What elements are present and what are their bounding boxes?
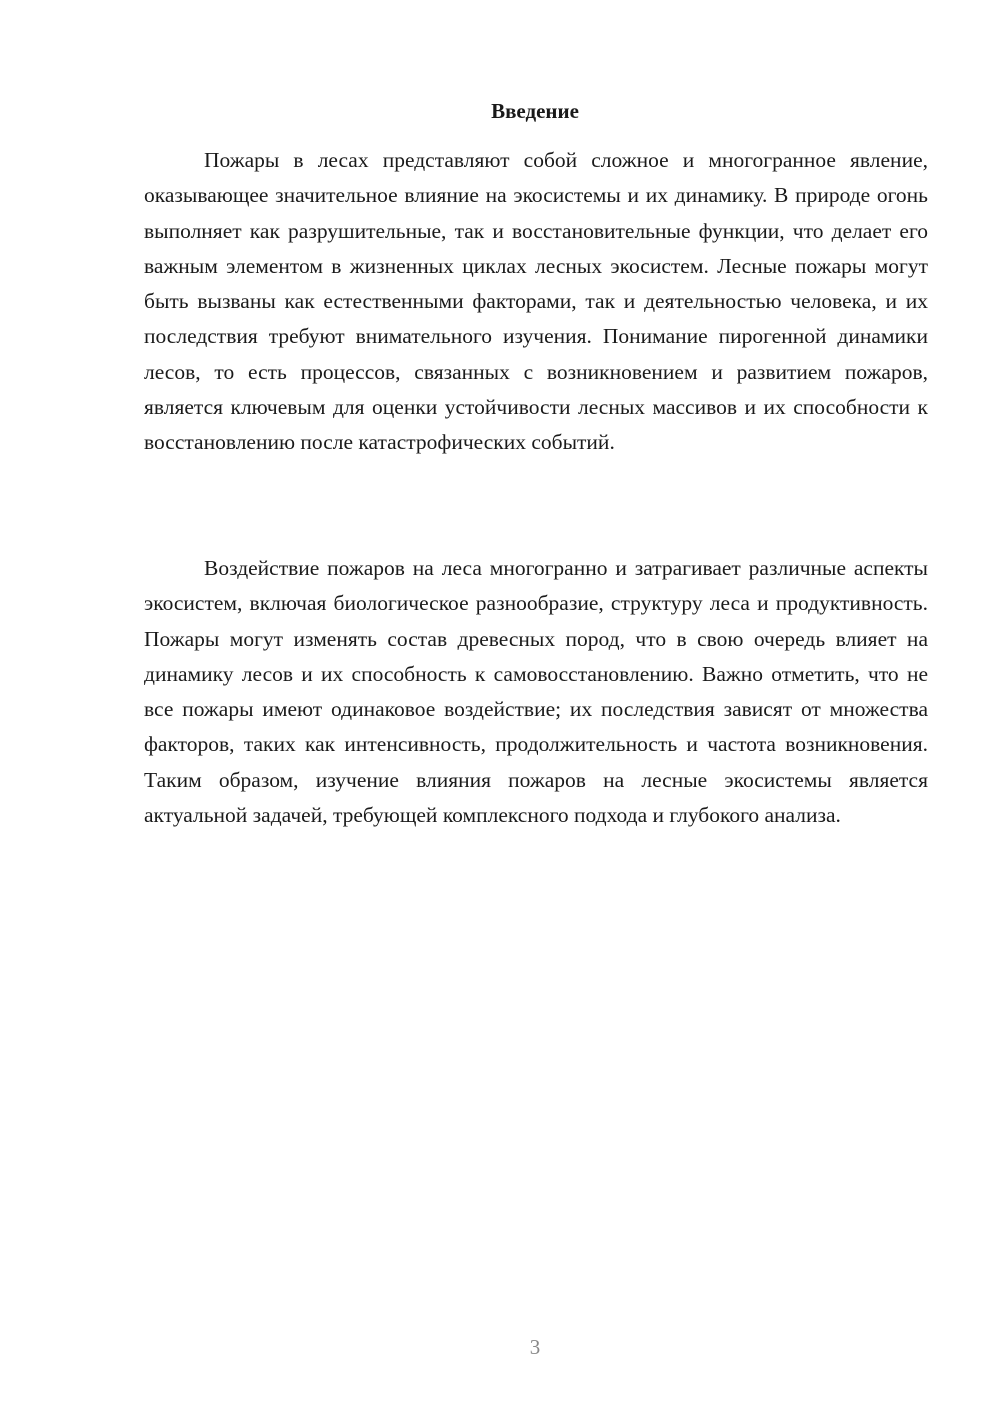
page-number: 3 — [529, 1335, 541, 1359]
paragraph-1: Пожары в лесах представляют собой сложное и многогранное явление, оказывающее значительное влияние на экосистемы и их динамику. В природе огонь выполняет как разрушительные, так и восстановительные функции, что делает его важным элементом в жизненных циклах лесных экосистем. Лесные пожары могут быть вызваны как естественными факторами, так и деятельностью человека, и их последствия требуют внимательного изучения. Понимание пирогенной динамики лесов, то есть процессов, связанных с возникновением и развитием пожаров, является ключевым для оценки устойчивости лесных массивов и их способности к восстановлению после катастрофических событий. — [144, 148, 928, 455]
paragraph-2: Воздействие пожаров на леса многогранно и затрагивает различные аспекты экосистем, включая биологическое разнообразие, структуру леса и продуктивность. Пожары могут изменять состав древесных пород, что в свою очередь влияет на динамику лесов и их способность к самовосстановлению. Важно отметить, что не все пожары имеют одинаковое воздействие; их последствия зависят от множества факторов, таких как интенсивность, продолжительность и частота возникновения. Таким образом, изучение влияния пожаров на лесные экосистемы является актуальной задачей, требующей комплексного подхода и глубокого анализа. — [144, 556, 928, 828]
section-heading: Введение — [491, 99, 579, 123]
